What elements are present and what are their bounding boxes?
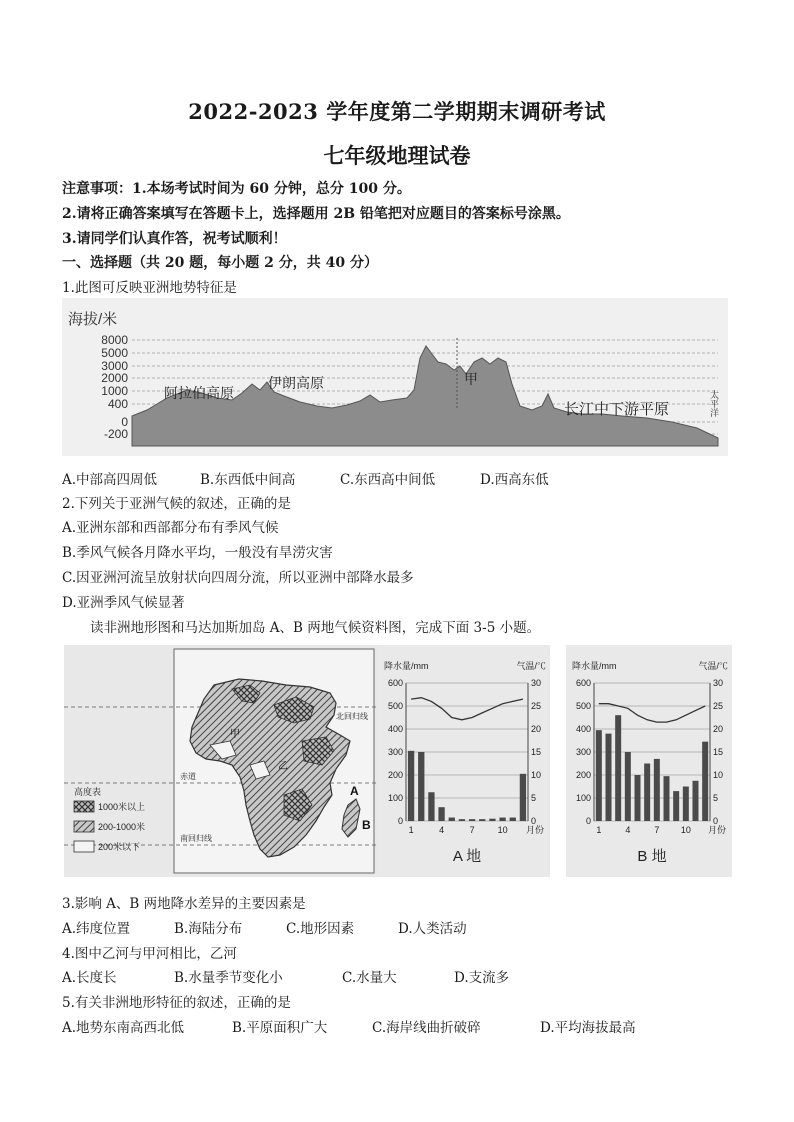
precip-bar — [510, 818, 516, 821]
month-tick-label: 10 — [497, 825, 508, 835]
temp-tick-label: 15 — [531, 747, 542, 757]
month-tick-label: 4 — [439, 825, 445, 835]
precip-tick-label: 0 — [585, 816, 591, 826]
temp-tick-label: 5 — [713, 793, 719, 803]
q4-option-d[interactable]: D.支流多 — [454, 970, 510, 986]
q4-option-a[interactable]: A.长度长 — [62, 970, 117, 986]
legend-mid: 200-1000米 — [98, 822, 146, 832]
temp-tick-label: 10 — [713, 770, 724, 780]
question-5-options — [62, 1016, 636, 1036]
note-3: 3.请同学们认真作答，祝考试顺利！ — [62, 231, 287, 247]
q5-option-b[interactable]: B.平原面积广大 — [232, 1020, 328, 1036]
asia-profile-figure — [62, 298, 728, 456]
precip-bar — [459, 819, 465, 821]
label-jia: 甲 — [464, 371, 478, 387]
temp-tick-label: 30 — [713, 678, 724, 688]
profile-tick: 3000 — [101, 359, 128, 373]
precip-bar — [479, 819, 485, 821]
temp-tick-label: 30 — [531, 678, 542, 688]
climate-chart-b-box — [566, 645, 732, 877]
chart-title: A 地 — [452, 848, 482, 865]
temp-tick-label: 15 — [713, 747, 724, 757]
label-river-yi: 乙 — [278, 761, 288, 772]
temp-tick-label: 20 — [531, 724, 542, 734]
temperature-line — [411, 698, 523, 720]
q1-option-a[interactable]: A.中部高四周低 — [62, 472, 158, 488]
precip-tick-label: 100 — [387, 793, 403, 803]
label-tropic-cancer: 北回归线 — [336, 712, 368, 721]
month-axis-title: 月份 — [526, 825, 545, 835]
label-river-jia: 甲 — [230, 729, 240, 740]
q4-option-c[interactable]: C.水量大 — [342, 970, 397, 986]
precip-bar — [499, 818, 505, 821]
precip-tick-label: 600 — [387, 678, 403, 688]
label-iranian-plateau: 伊朗高原 — [268, 375, 324, 391]
precip-bar — [702, 742, 708, 821]
precip-bar — [654, 759, 660, 821]
profile-tick: -200 — [103, 427, 128, 441]
temp-tick-label: 0 — [531, 816, 537, 826]
precip-tick-label: 0 — [397, 816, 403, 826]
precip-bar — [693, 781, 699, 821]
q4-option-b[interactable]: B.水量季节变化小 — [174, 970, 283, 986]
chart-title: B 地 — [637, 848, 667, 865]
month-tick-label: 7 — [469, 825, 475, 835]
month-tick-label: 1 — [408, 825, 414, 835]
q5-option-c[interactable]: C.海岸线曲折破碎 — [372, 1020, 481, 1036]
profile-tick: 400 — [107, 397, 128, 411]
question-4-options — [62, 966, 509, 986]
precip-bar — [449, 818, 455, 821]
label-equator: 赤道 — [180, 772, 196, 781]
legend-low: 200米以下 — [98, 842, 141, 852]
precip-axis-title: 降水量/mm — [384, 661, 429, 671]
q2-option-b[interactable]: B.季风气候各月降水平均，一般没有旱涝灾害 — [62, 545, 333, 561]
temperature-line — [599, 704, 705, 722]
question-4-stem: 4.图中乙河与甲河相比，乙河 — [62, 946, 237, 962]
question-2-stem: 2.下列关于亚洲气候的叙述，正确的是 — [62, 496, 291, 512]
section-heading: 一、选择题（共 20 题，每小题 2 分，共 40 分） — [62, 255, 378, 271]
temp-axis-title: 气温/℃ — [698, 661, 728, 671]
profile-tick: 8000 — [101, 333, 128, 347]
month-tick-label: 4 — [625, 825, 631, 835]
q3-option-a[interactable]: A.纬度位置 — [62, 921, 131, 937]
q2-option-a[interactable]: A.亚洲东部和西部都分布有季风气候 — [62, 520, 279, 536]
precip-tick-label: 500 — [387, 701, 403, 711]
temp-tick-label: 10 — [531, 770, 542, 780]
precip-bar — [615, 715, 621, 821]
label-pacific: 太平洋 — [709, 390, 719, 417]
precip-bar — [438, 807, 444, 821]
question-1-options — [62, 468, 549, 488]
precip-tick-label: 200 — [387, 770, 403, 780]
question-5-stem: 5.有关非洲地形特征的叙述，正确的是 — [62, 995, 291, 1011]
climate-chart-b — [566, 645, 732, 877]
temp-tick-label: 0 — [713, 816, 719, 826]
temp-tick-label: 5 — [531, 793, 537, 803]
precip-tick-label: 100 — [575, 793, 591, 803]
q2-option-d[interactable]: D.亚洲季风气候显著 — [62, 595, 185, 611]
temp-tick-label: 25 — [713, 701, 724, 711]
label-point-a: A — [350, 784, 359, 798]
q3-option-b[interactable]: B.海陆分布 — [174, 921, 243, 937]
precip-tick-label: 500 — [575, 701, 591, 711]
climate-chart-a-box — [378, 645, 550, 877]
profile-tick: 2000 — [101, 371, 128, 385]
climate-chart-a — [378, 645, 550, 877]
legend-title: 高度表 — [74, 787, 102, 797]
precip-bar — [596, 730, 602, 821]
precip-tick-label: 600 — [575, 678, 591, 688]
question-1-stem: 1.此图可反映亚洲地势特征是 — [62, 280, 237, 296]
label-arabian-plateau: 阿拉伯高原 — [164, 385, 234, 401]
precip-bar — [683, 787, 689, 822]
question-3-options — [62, 917, 467, 937]
label-point-b: B — [362, 818, 371, 832]
question-3-stem: 3.影响 A、B 两地降水差异的主要因素是 — [62, 896, 306, 912]
temp-tick-label: 20 — [713, 724, 724, 734]
precip-bar — [625, 752, 631, 821]
q3-option-d[interactable]: D.人类活动 — [398, 921, 467, 937]
month-axis-title: 月份 — [708, 825, 727, 835]
legend-high: 1000米以上 — [98, 802, 146, 812]
note-1: 注意事项：1.本场考试时间为 60 分钟，总分 100 分。 — [62, 181, 411, 197]
precip-tick-label: 400 — [575, 724, 591, 734]
precip-bar — [469, 819, 475, 821]
label-tropic-capricorn: 南回归线 — [180, 834, 212, 843]
precip-tick-label: 300 — [575, 747, 591, 757]
q5-option-d[interactable]: D.平均海拔最高 — [540, 1020, 636, 1036]
q5-option-a[interactable]: A.地势东南高西北低 — [62, 1020, 185, 1036]
precip-bar — [489, 819, 495, 821]
profile-tick: 0 — [121, 415, 128, 429]
profile-tick: 5000 — [101, 346, 128, 360]
precip-bar — [428, 792, 434, 821]
precip-bar — [635, 775, 641, 821]
q1-option-b[interactable]: B.东西低中间高 — [200, 472, 296, 488]
precip-bar — [644, 764, 650, 822]
month-tick-label: 7 — [654, 825, 660, 835]
precip-tick-label: 300 — [387, 747, 403, 757]
temp-tick-label: 25 — [531, 701, 542, 711]
exam-title: 2022-2023 学年度第二学期期末调研考试 — [188, 99, 606, 124]
q3-option-c[interactable]: C.地形因素 — [286, 921, 355, 937]
precip-bar — [520, 774, 526, 821]
note-2: 2.请将正确答案填写在答题卡上，选择题用 2B 铅笔把对应题目的答案标号涂黑。 — [62, 206, 570, 222]
month-tick-label: 10 — [680, 825, 691, 835]
precip-tick-label: 400 — [387, 724, 403, 734]
q2-option-c[interactable]: C.因亚洲河流呈放射状向四周分流，所以亚洲中部降水最多 — [62, 570, 414, 586]
month-tick-label: 1 — [596, 825, 602, 835]
exam-subtitle: 七年级地理试卷 — [323, 143, 471, 168]
precip-axis-title: 降水量/mm — [572, 661, 617, 671]
precip-bar — [606, 734, 612, 821]
africa-map-figure — [64, 645, 378, 877]
q1-option-c[interactable]: C.东西高中间低 — [340, 472, 436, 488]
precip-bar — [673, 791, 679, 821]
precip-bar — [408, 751, 414, 821]
q1-option-d[interactable]: D.西高东低 — [480, 472, 549, 488]
profile-tick: 1000 — [101, 384, 128, 398]
label-yangtze-plain: 长江中下游平原 — [564, 401, 670, 418]
precip-tick-label: 200 — [575, 770, 591, 780]
temp-axis-title: 气温/℃ — [516, 661, 546, 671]
precip-bar — [664, 776, 670, 821]
figure-intro: 读非洲地形图和马达加斯加岛 A、B 两地气候资料图，完成下面 3-5 小题。 — [90, 620, 541, 636]
profile-ylabel: 海拔/米 — [68, 311, 118, 328]
precip-bar — [418, 752, 424, 821]
